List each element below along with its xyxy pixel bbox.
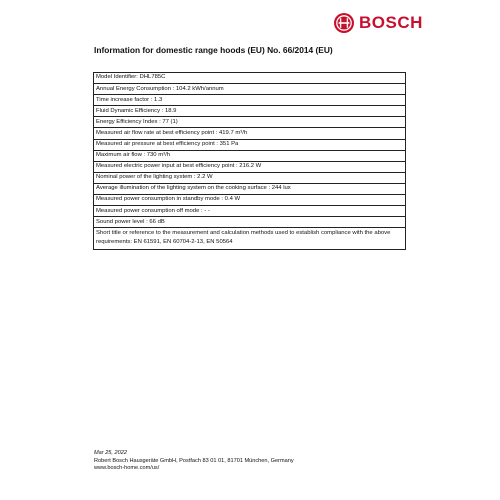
row-annual-energy-consumption: Annual Energy Consumption : 104.2 kWh/annum xyxy=(94,84,406,95)
table-row xyxy=(94,195,406,206)
table-row xyxy=(94,84,406,95)
bosch-logo xyxy=(334,13,423,33)
row-time-increase-factor: Time increase factor : 1.3 xyxy=(94,95,406,106)
row-average-illumination: Average illumination of the lighting system on the cooking surface : 244 lux xyxy=(94,183,406,194)
table-row xyxy=(94,172,406,183)
row-off-mode-power: Measured power consumption off mode : - - xyxy=(94,206,406,217)
row-model-identifier: Model Identifier: DHL785C xyxy=(94,73,406,84)
footer-date: Mar 25, 2022 xyxy=(94,450,127,456)
table-row xyxy=(94,128,406,139)
table-row xyxy=(94,95,406,106)
row-electric-power-input: Measured electric power input at best efficiency point : 216.2 W xyxy=(94,161,406,172)
row-measurement-methods: Short title or reference to the measurement and calculation methods used to establish compliance with the above requirements: EN 61591, EN 60704-2-13, EN 50564 xyxy=(94,228,406,250)
row-fluid-dynamic-efficiency: Fluid Dynamic Efficiency : 18.9 xyxy=(94,106,406,117)
row-air-pressure: Measured air pressure at best efficiency point : 351 Pa xyxy=(94,139,406,150)
table-row xyxy=(94,161,406,172)
row-sound-power-level: Sound power level : 66 dB xyxy=(94,217,406,228)
table-row xyxy=(94,183,406,194)
specification-table xyxy=(93,72,406,250)
table-row xyxy=(94,150,406,161)
footer xyxy=(94,450,294,473)
table-row xyxy=(94,117,406,128)
table-row xyxy=(94,228,406,250)
page-title: Information for domestic range hoods (EU) No. 66/2014 (EU) xyxy=(94,45,333,55)
table-row xyxy=(94,139,406,150)
row-energy-efficiency-index: Energy Efficiency Index : 77 (1) xyxy=(94,117,406,128)
table-row xyxy=(94,217,406,228)
row-air-flow-rate: Measured air flow rate at best efficiency point : 419.7 m³/h xyxy=(94,128,406,139)
row-maximum-air-flow: Maximum air flow : 730 m³/h xyxy=(94,150,406,161)
brand-name: BOSCH xyxy=(359,13,423,32)
footer-website-link[interactable]: www.bosch-home.com/us/ xyxy=(94,465,160,472)
table-row xyxy=(94,106,406,117)
row-standby-power: Measured power consumption in standby mode : 0.4 W xyxy=(94,195,406,206)
footer-address: Robert Bosch Hausgeräte GmbH, Postfach 83 01 01, 81701 München, Germany xyxy=(94,457,294,464)
bosch-armature-icon xyxy=(334,13,354,33)
table-row xyxy=(94,206,406,217)
row-lighting-power: Nominal power of the lighting system : 2.2 W xyxy=(94,172,406,183)
table-row xyxy=(94,73,406,84)
